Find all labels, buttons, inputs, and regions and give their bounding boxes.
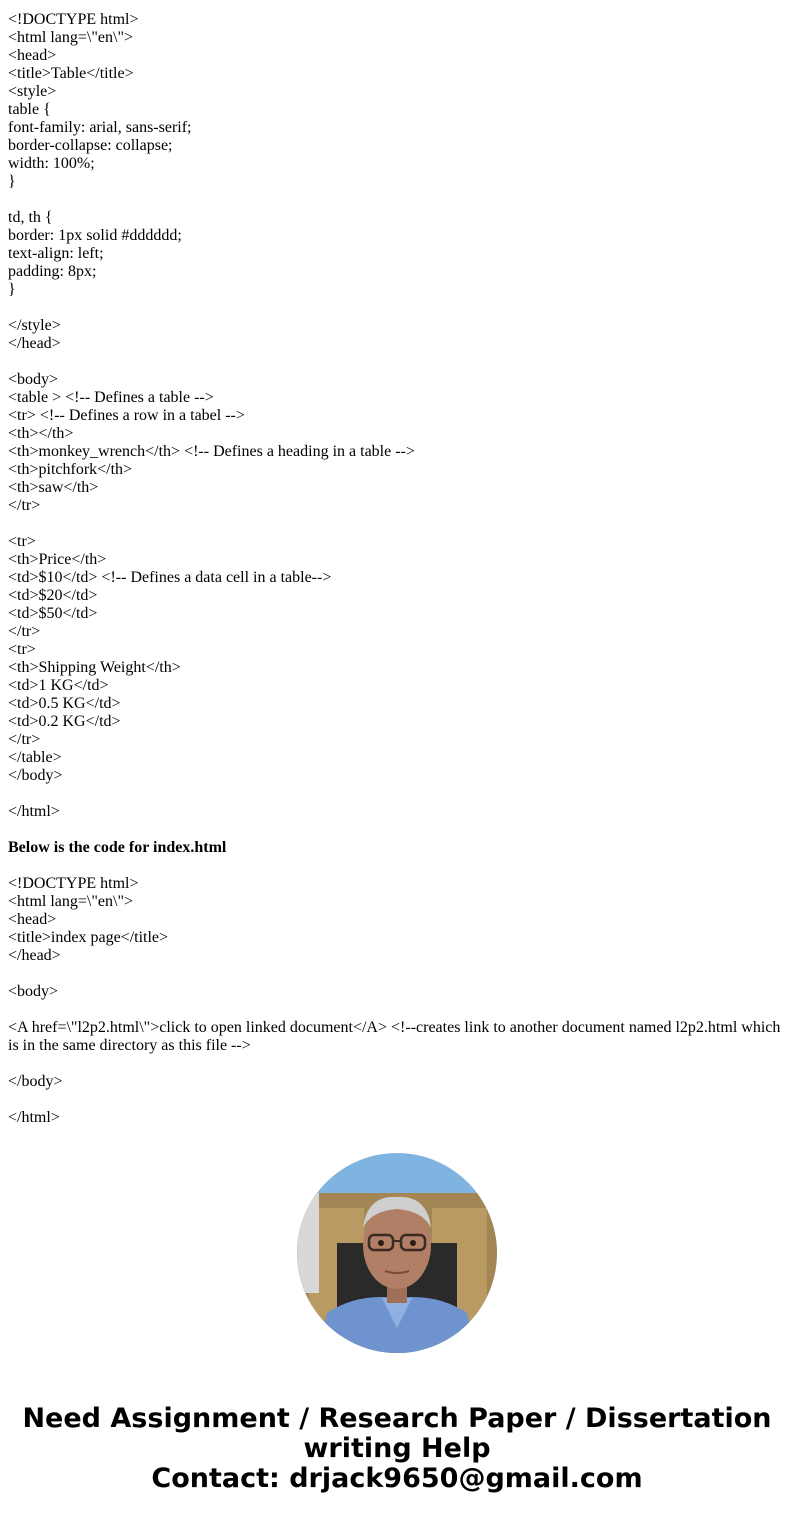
author-photo [297, 1153, 497, 1353]
code-line: </tr> [8, 497, 41, 514]
code-line [8, 785, 786, 803]
code-line: border: 1px solid #dddddd; [8, 227, 182, 244]
code-line: </body> [8, 1073, 63, 1090]
code-line: </head> [8, 947, 61, 964]
code-line: } [8, 281, 16, 298]
code-line: </tr> [8, 623, 41, 640]
code-line: <style> [8, 83, 57, 100]
code-line: </html> [8, 1109, 60, 1126]
code-line: <title>index page</title> [8, 929, 169, 946]
code-line: padding: 8px; [8, 263, 97, 280]
code-line: <th>monkey_wrench</th> <!-- Defines a heading in a table --> [8, 443, 415, 460]
code-line [8, 353, 786, 371]
code-line: </table> [8, 749, 62, 766]
code-line: width: 100%; [8, 155, 95, 172]
code-block-index-html-tail [8, 1055, 786, 1127]
document-body [8, 11, 786, 1127]
code-line [8, 191, 786, 209]
code-line: <tr> [8, 533, 36, 550]
code-line: <html lang=\"en\"> [8, 893, 134, 910]
code-line [8, 1091, 786, 1109]
code-line: <tr> <!-- Defines a row in a tabel --> [8, 407, 245, 424]
code-line: </head> [8, 335, 61, 352]
code-line: <th>pitchfork</th> [8, 461, 133, 478]
code-line: <td>1 KG</td> [8, 677, 109, 694]
code-line [8, 821, 786, 839]
code-line: font-family: arial, sans-serif; [8, 119, 192, 136]
code-line: table { [8, 101, 51, 118]
code-line: <th>saw</th> [8, 479, 99, 496]
code-line [8, 299, 786, 317]
code-line: <td>$20</td> [8, 587, 98, 604]
code-line: <title>Table</title> [8, 65, 134, 82]
code-line [8, 857, 786, 875]
promo-line-3: Contact: drjack9650@gmail.com [151, 1463, 643, 1494]
code-line [8, 1001, 786, 1019]
promo-banner [0, 1404, 794, 1494]
code-line: <td>$10</td> <!-- Defines a data cell in a table--> [8, 569, 332, 586]
code-line: <th>Price</th> [8, 551, 107, 568]
code-line: <table > <!-- Defines a table --> [8, 389, 214, 406]
promo-line-2: writing Help [303, 1433, 491, 1464]
code-line: <html lang=\"en\"> [8, 29, 134, 46]
code-line: </style> [8, 317, 61, 334]
code-line: <th></th> [8, 425, 74, 442]
code-line: </body> [8, 767, 63, 784]
code-line: <td>0.5 KG</td> [8, 695, 121, 712]
code-line: <head> [8, 911, 57, 928]
code-line: td, th { [8, 209, 53, 226]
code-block-index-html-head [8, 857, 786, 1019]
code-line [8, 965, 786, 983]
code-line: <body> [8, 983, 59, 1000]
author-avatar [297, 1153, 497, 1353]
code-line: </tr> [8, 731, 41, 748]
code-line: </html> [8, 803, 60, 820]
code-link-line: <A href=\"l2p2.html\">click to open linked document</A> <!--creates link to another document named l2p2.html which is in the same directory as this file --> [8, 1019, 781, 1054]
code-block-table-html [8, 11, 786, 839]
promo-line-1: Need Assignment / Research Paper / Dissertation [22, 1403, 772, 1434]
code-line: <!DOCTYPE html> [8, 11, 139, 28]
code-line: <tr> [8, 641, 36, 658]
code-line: <head> [8, 47, 57, 64]
code-line: <td>0.2 KG</td> [8, 713, 121, 730]
section-heading: Below is the code for index.html [8, 839, 227, 856]
code-line: <th>Shipping Weight</th> [8, 659, 181, 676]
code-line [8, 515, 786, 533]
code-line: text-align: left; [8, 245, 104, 262]
code-line: border-collapse: collapse; [8, 137, 173, 154]
code-line: <!DOCTYPE html> [8, 875, 139, 892]
code-line: <td>$50</td> [8, 605, 98, 622]
code-line: <body> [8, 371, 59, 388]
code-line: } [8, 173, 16, 190]
code-line [8, 1055, 786, 1073]
